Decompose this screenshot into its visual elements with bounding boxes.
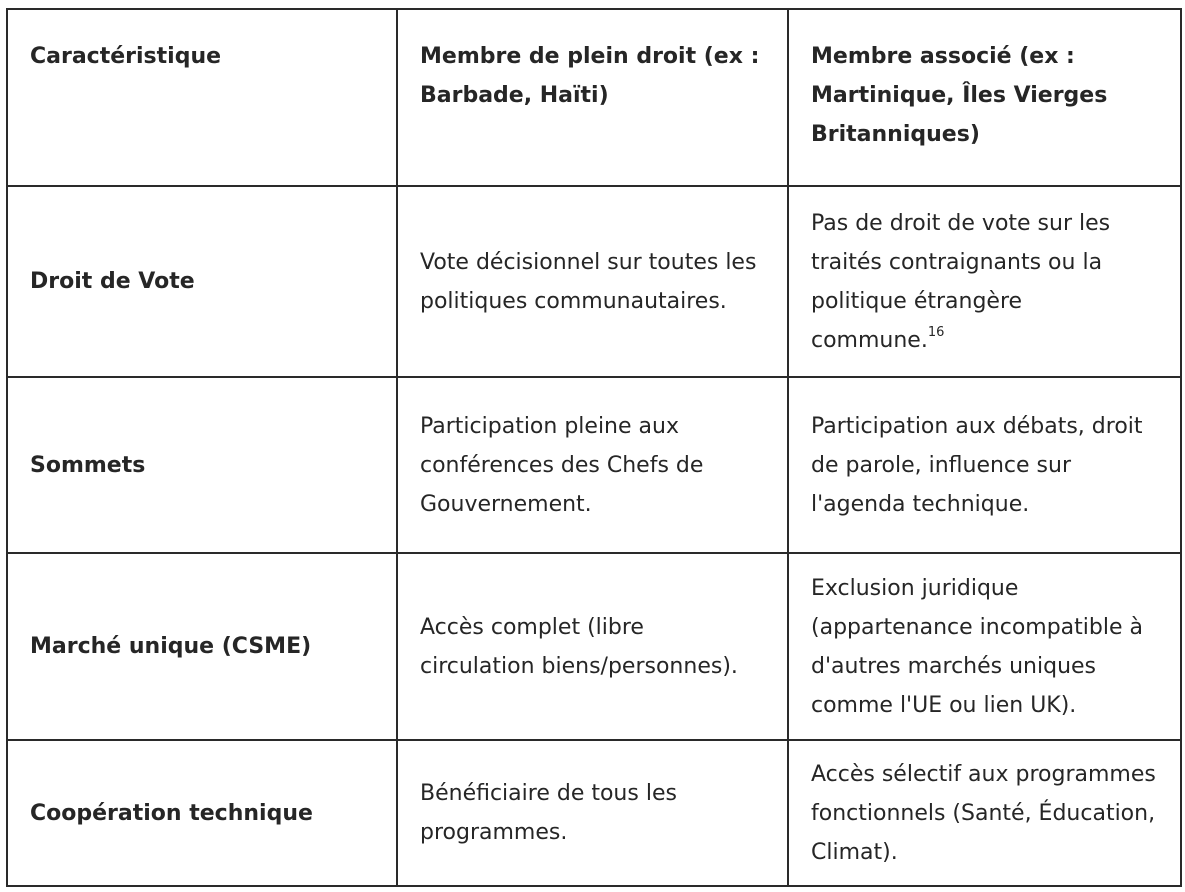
row-associate-member-cell: Participation aux débats, droit de parole, influence sur l'agenda technique. bbox=[788, 377, 1181, 553]
row-feature-cell: Coopération technique bbox=[7, 740, 397, 886]
header-associate-member: Membre associé (ex : Martinique, Îles Vierges Britanniques) bbox=[788, 9, 1181, 186]
row-full-member-cell: Participation pleine aux conférences des Chefs de Gouvernement. bbox=[397, 377, 788, 553]
comparison-table bbox=[6, 8, 1182, 887]
row-associate-member-cell: Exclusion juridique (appartenance incompatible à d'autres marchés uniques comme l'UE ou lien UK). bbox=[788, 553, 1181, 740]
row-associate-member-cell bbox=[788, 186, 1181, 377]
table-row bbox=[7, 186, 1181, 377]
table-row bbox=[7, 553, 1181, 740]
table-row bbox=[7, 740, 1181, 886]
row-associate-member-cell: Accès sélectif aux programmes fonctionnels (Santé, Éducation, Climat). bbox=[788, 740, 1181, 886]
header-characteristic: Caractéristique bbox=[7, 9, 397, 186]
row-feature-cell: Droit de Vote bbox=[7, 186, 397, 377]
table-header-row bbox=[7, 9, 1181, 186]
header-full-member: Membre de plein droit (ex : Barbade, Haïti) bbox=[397, 9, 788, 186]
associate-text: Pas de droit de vote sur les traités contraignants ou la politique étrangère commune. bbox=[811, 210, 1111, 353]
row-full-member-cell: Accès complet (libre circulation biens/personnes). bbox=[397, 553, 788, 740]
row-feature-cell: Marché unique (CSME) bbox=[7, 553, 397, 740]
row-full-member-cell: Vote décisionnel sur toutes les politiques communautaires. bbox=[397, 186, 788, 377]
table-row bbox=[7, 377, 1181, 553]
footnote-ref[interactable]: 16 bbox=[927, 325, 945, 341]
row-full-member-cell: Bénéficiaire de tous les programmes. bbox=[397, 740, 788, 886]
row-feature-cell: Sommets bbox=[7, 377, 397, 553]
